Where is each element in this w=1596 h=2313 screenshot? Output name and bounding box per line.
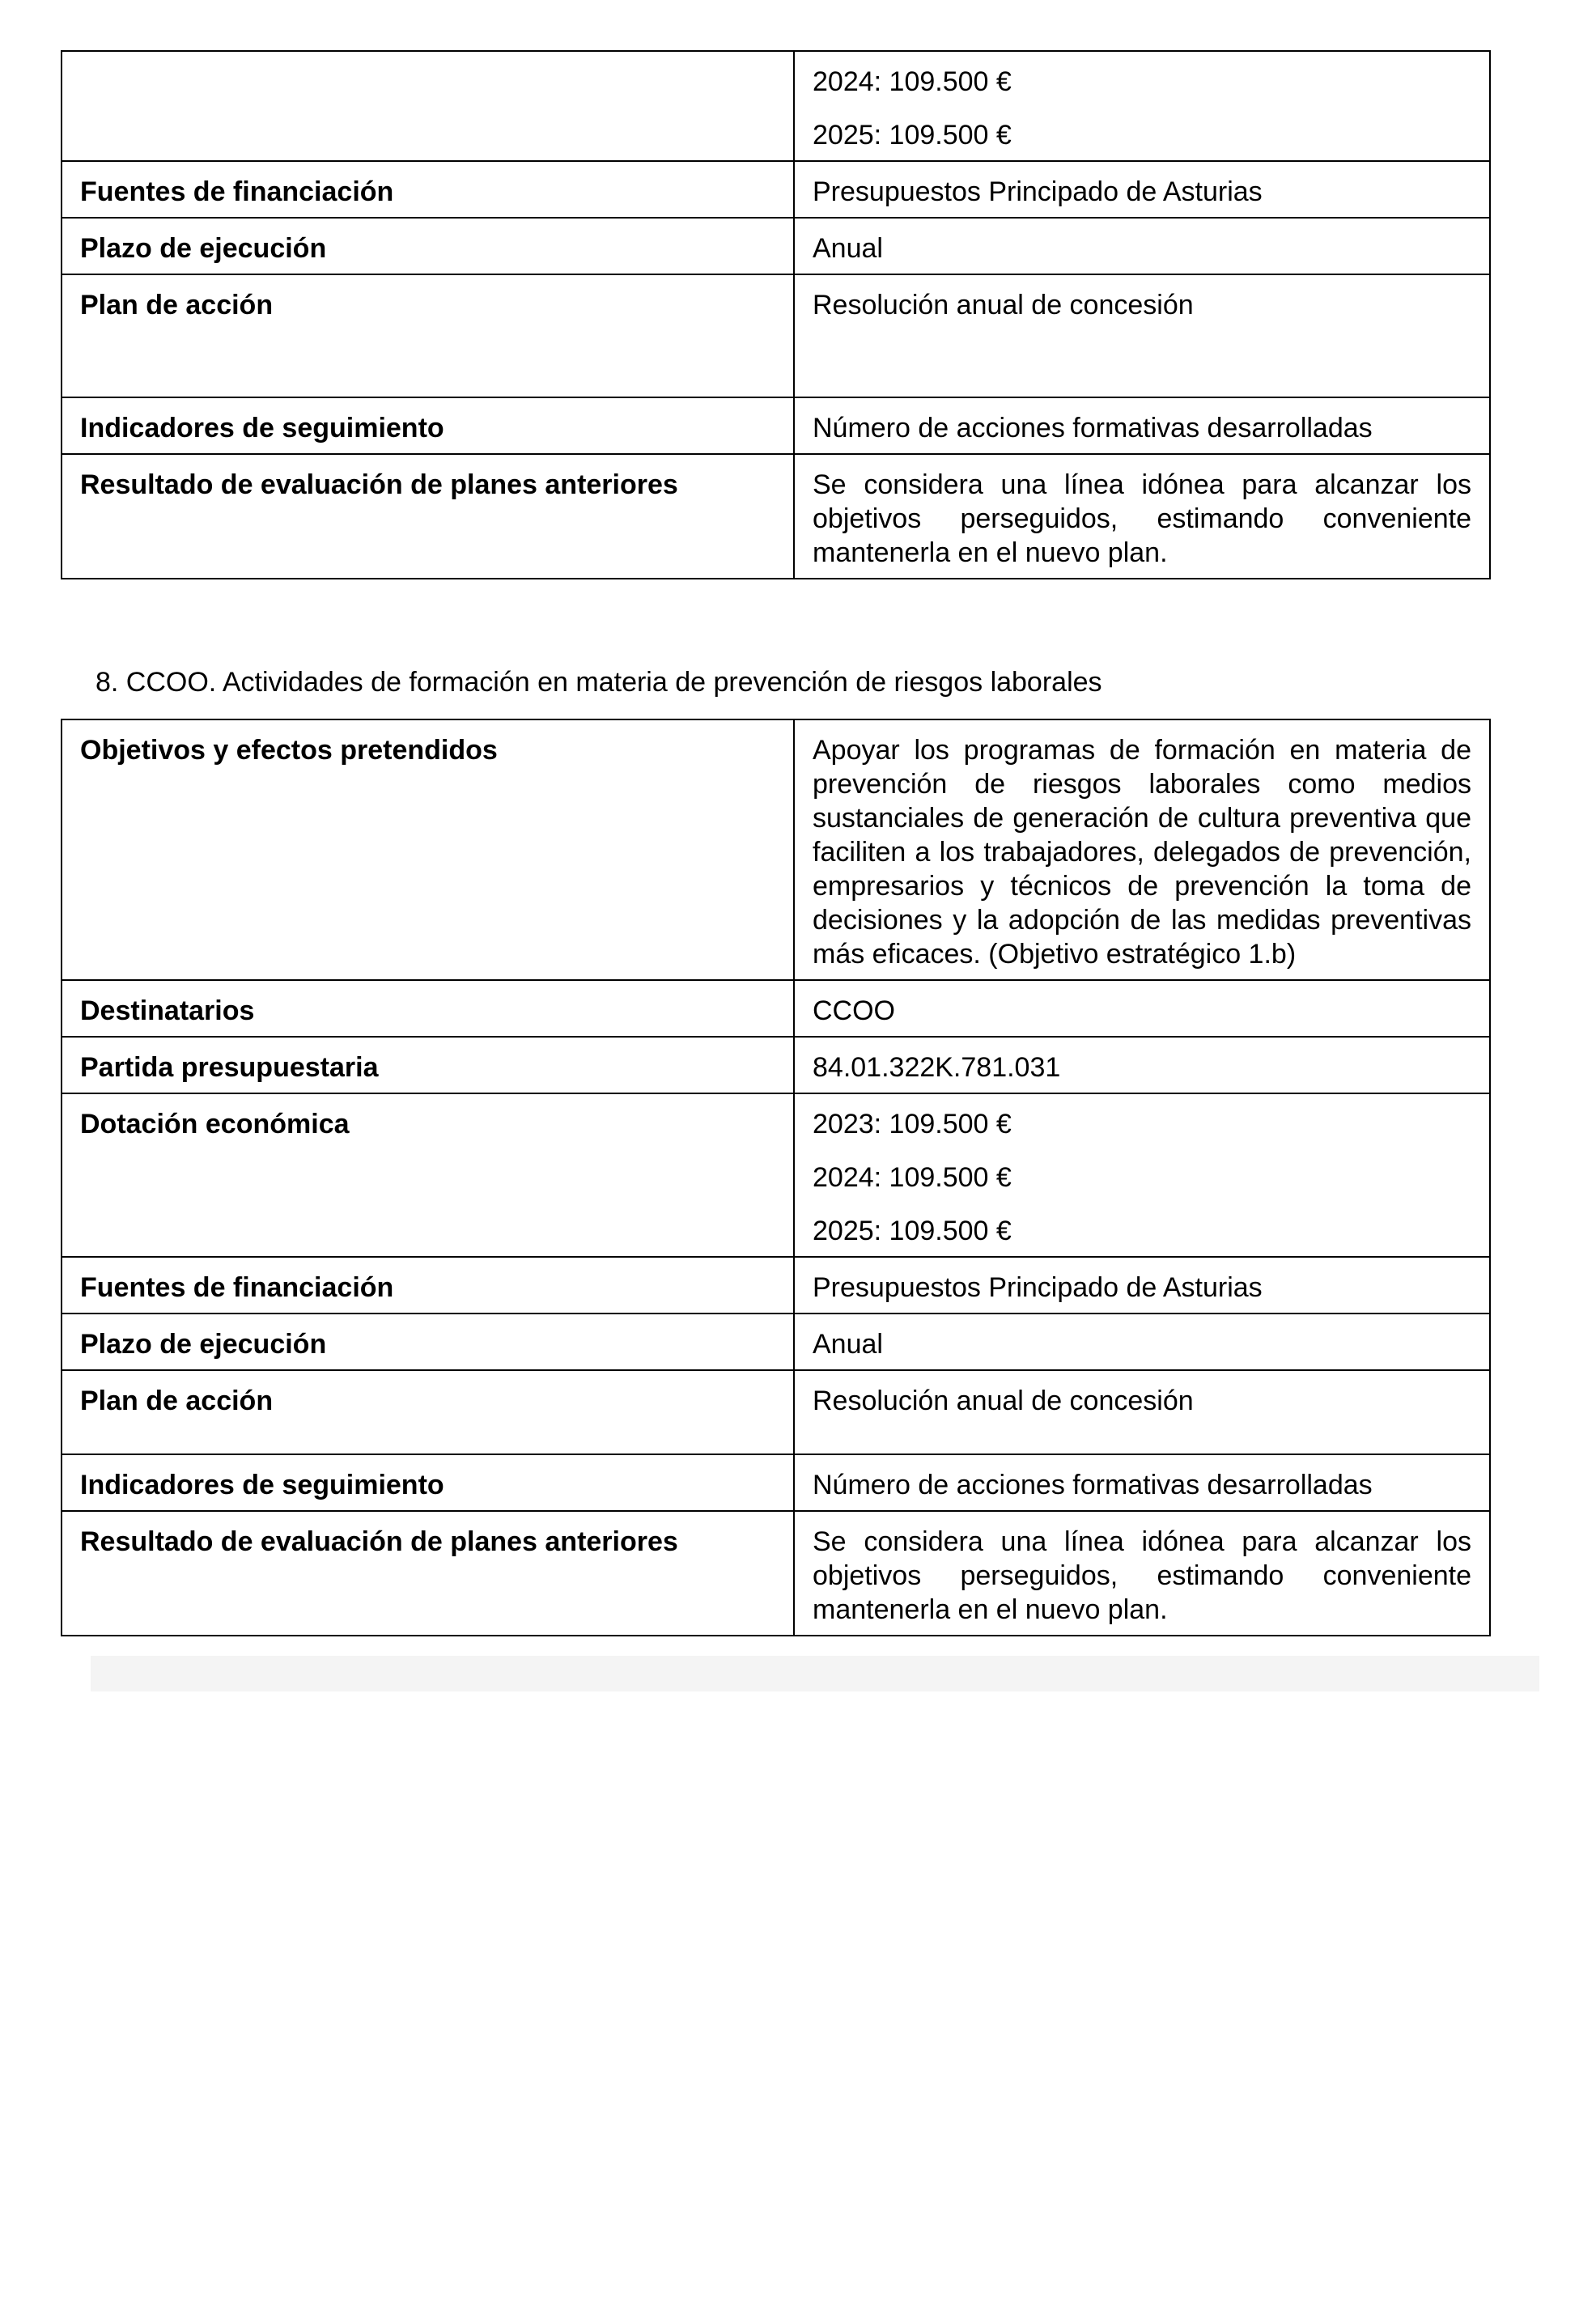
row-value: [794, 1093, 1490, 1257]
row-value: Presupuestos Principado de Asturias: [794, 1257, 1490, 1314]
amount-2024: 2024: 109.500 €: [813, 66, 1012, 97]
row-label: Indicadores de seguimiento: [62, 397, 794, 454]
row-label: Plan de acción: [62, 274, 794, 397]
row-value: Presupuestos Principado de Asturias: [794, 161, 1490, 218]
row-value: 84.01.322K.781.031: [794, 1037, 1490, 1093]
row-label: Indicadores de seguimiento: [62, 1454, 794, 1511]
row-value: Anual: [794, 218, 1490, 274]
row-value: Se considera una línea idónea para alcanzar los objetivos perseguidos, estimando conveniente mantenerla en el nuevo plan.: [794, 1511, 1490, 1636]
row-value: Se considera una línea idónea para alcanzar los objetivos perseguidos, estimando conveniente mantenerla en el nuevo plan.: [794, 454, 1490, 579]
row-value: Número de acciones formativas desarrolladas: [794, 1454, 1490, 1511]
row-value: Anual: [794, 1314, 1490, 1370]
row-label: Fuentes de financiación: [62, 1257, 794, 1314]
table-row: [62, 1093, 1490, 1257]
row-label: Plazo de ejecución: [62, 218, 794, 274]
row-label: Objetivos y efectos pretendidos: [62, 719, 794, 980]
amount-2024: 2024: 109.500 €: [813, 1162, 1012, 1193]
row-label: Partida presupuestaria: [62, 1037, 794, 1093]
row-label: [62, 51, 794, 161]
row-value: CCOO: [794, 980, 1490, 1037]
row-value: Número de acciones formativas desarrolladas: [794, 397, 1490, 454]
table-row: [62, 51, 1490, 161]
table-row: [62, 218, 1490, 274]
row-label: Resultado de evaluación de planes anteriores: [62, 1511, 794, 1636]
row-value: Resolución anual de concesión: [794, 274, 1490, 397]
table-row: [62, 1037, 1490, 1093]
table-row: [62, 980, 1490, 1037]
row-value: [794, 51, 1490, 161]
row-label: Resultado de evaluación de planes anteriores: [62, 454, 794, 579]
amount-2025: 2025: 109.500 €: [813, 1216, 1012, 1246]
table-row: [62, 1314, 1490, 1370]
measure-table: [61, 719, 1491, 1636]
section-heading: 8. CCOO. Actividades de formación en materia de prevención de riesgos laborales: [96, 667, 1102, 698]
row-label: Fuentes de financiación: [62, 161, 794, 218]
table-row: [62, 1454, 1490, 1511]
row-label: Plazo de ejecución: [62, 1314, 794, 1370]
row-value: Apoyar los programas de formación en materia de prevención de riesgos laborales como medios sustanciales de generación de cultura preventiva que faciliten a los trabajadores, delegados de prevención, empresarios y técnicos de prevención la toma de decisiones y la adopción de las medidas preventivas más eficaces. (Objetivo estratégico 1.b): [794, 719, 1490, 980]
row-value: Resolución anual de concesión: [794, 1370, 1490, 1454]
row-label: Dotación económica: [62, 1093, 794, 1257]
table-row: [62, 719, 1490, 980]
table-row: [62, 161, 1490, 218]
page-footer-strip: [91, 1656, 1539, 1691]
table-row: [62, 1257, 1490, 1314]
row-label: Plan de acción: [62, 1370, 794, 1454]
row-label: Destinatarios: [62, 980, 794, 1037]
amount-2025: 2025: 109.500 €: [813, 120, 1012, 151]
table-row: [62, 454, 1490, 579]
table-row: [62, 274, 1490, 397]
continued-table: [61, 50, 1491, 579]
table-row: [62, 397, 1490, 454]
amount-2023: 2023: 109.500 €: [813, 1109, 1012, 1140]
table-row: [62, 1370, 1490, 1454]
table-row: [62, 1511, 1490, 1636]
